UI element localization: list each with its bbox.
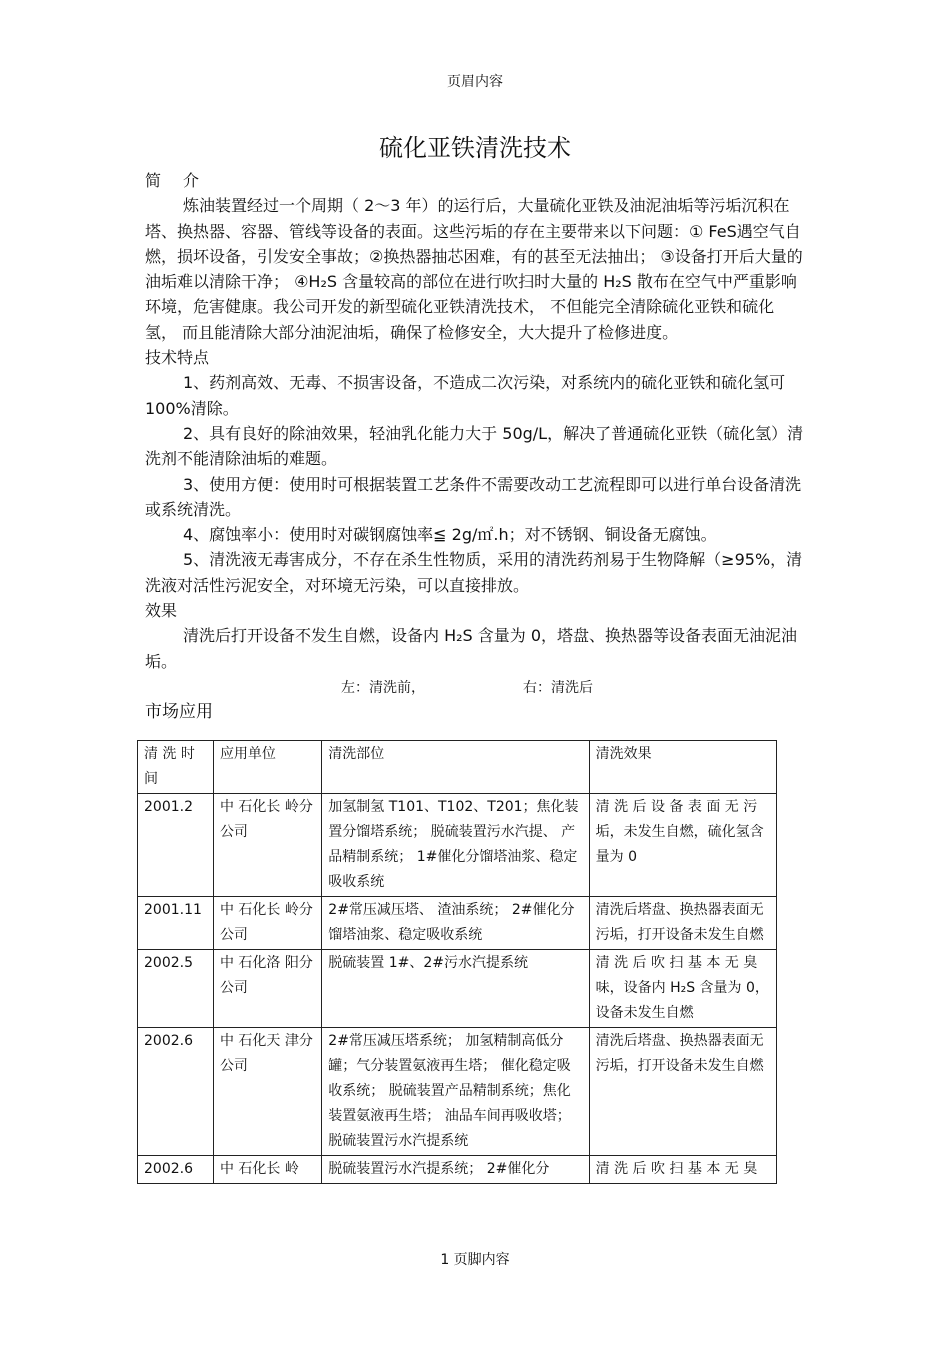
- table-cell: 加氢制氢 T101、T102、T201；焦化装置分馏塔系统； 脱硫装置污水汽提、 产品精制系统； 1#催化分馏塔油浆、稳定吸收系统: [322, 794, 589, 897]
- table-cell: 2002.6: [138, 1156, 214, 1184]
- effect-paragraph: 清洗后打开设备不发生自燃，设备内 H₂S 含量为 0，塔盘、换热器等设备表面无油泥油垢。: [145, 626, 798, 671]
- table-row: [138, 897, 777, 950]
- effect-heading: 效果: [145, 601, 178, 621]
- table-cell: 2002.5: [138, 950, 214, 1028]
- features-heading: 技术特点: [145, 348, 210, 368]
- image-captions: [145, 674, 805, 700]
- feature-item: 1、药剂高效、无毒、不损害设备，不造成二次污染，对系统内的硫化亚铁和硫化氢可 100%清除。: [145, 373, 786, 418]
- feature-item: 2、具有良好的除油效果，轻油乳化能力大于 50g/L，解决了普通硫化亚铁（硫化氢）清洗剂不能清除油垢的难题。: [145, 423, 804, 469]
- column-header: 清 洗 时间: [138, 741, 214, 794]
- market-heading: 市场应用: [145, 701, 213, 722]
- table-header-row: [138, 741, 777, 794]
- feature-item: 5、清洗液无毒害成分，不存在杀生性物质，采用的清洗药剂易于生物降解（≥95%，清洗液对活性污泥安全，对环境无污染，可以直接排放。: [145, 550, 803, 595]
- table-cell: 中 石化长 岭分公司: [213, 794, 321, 897]
- feature-item: 3、使用方便：使用时可根据装置工艺条件不需要改动工艺流程即可以进行单台设备清洗或系统清洗。: [145, 474, 802, 519]
- table-cell: 清 洗 后 设 备 表 面 无 污 垢，未发生自燃，硫化氢含量为 0: [589, 794, 776, 897]
- feature-item: 4、腐蚀率小：使用时对碳钢腐蚀率≦ 2g/㎡.h；对不锈钢、铜设备无腐蚀。: [183, 525, 717, 545]
- table-cell: 脱硫装置 1#、2#污水汽提系统: [322, 950, 589, 1028]
- table-row: [138, 950, 777, 1028]
- table-cell: 清 洗 后 吹 扫 基 本 无 臭: [589, 1156, 776, 1184]
- table-cell: 2#常压减压塔、 渣油系统； 2#催化分馏塔油浆、稳定吸收系统: [322, 897, 589, 950]
- table-row: [138, 794, 777, 897]
- column-header: 清洗部位: [322, 741, 589, 794]
- market-table: [137, 740, 777, 1184]
- table-cell: 中 石化洛 阳分公司: [213, 950, 321, 1028]
- page-footer: 1 页脚内容: [440, 1252, 510, 1268]
- table-cell: 2001.11: [138, 897, 214, 950]
- column-header: 清洗效果: [589, 741, 776, 794]
- document-title: 硫化亚铁清洗技术: [379, 134, 571, 162]
- table-cell: 2#常压减压塔系统； 加氢精制高低分罐；气分装置氨液再生塔； 催化稳定吸收系统； 脱硫装置产品精制系统；焦化装置氨液再生塔； 油品车间再吸收塔； 脱硫装置污水汽提系统: [322, 1028, 589, 1156]
- page-header: 页眉内容: [447, 74, 503, 90]
- table-cell: 清洗后塔盘、换热器表面无污垢，打开设备未发生自燃: [589, 897, 776, 950]
- caption-right: 右：清洗后: [523, 679, 593, 696]
- table-row: [138, 1028, 777, 1156]
- intro-heading: 简介: [145, 171, 222, 190]
- intro-paragraph: 炼油装置经过一个周期（ 2～3 年）的运行后，大量硫化亚铁及油泥油垢等污垢沉积在塔、换热器、容器、管线等设备的表面。这些污垢的存在主要带来以下问题：① FeS遇空气自燃，损坏设备，引发安全事故；②换热器抽芯困难，有的甚至无法抽出； ③设备打开后大量的油垢难以清除干净； ④H₂S 含量较高的部位在进行吹扫时大量的 H₂S 散布在空气中严重影响环境，危害健康。我公司开发的新型硫化亚铁清洗技术， 不但能完全清除硫化亚铁和硫化氢， 而且能清除大部分油泥油垢，确保了检修安全，大大提升了检修进度。: [145, 196, 803, 342]
- table-cell: 清洗后塔盘、换热器表面无污垢，打开设备未发生自燃: [589, 1028, 776, 1156]
- table-cell: 中 石化天 津分公司: [213, 1028, 321, 1156]
- table-cell: 2001.2: [138, 794, 214, 897]
- table-cell: 清 洗 后 吹 扫 基 本 无 臭 味，设备内 H₂S 含量为 0，设备未发生自燃: [589, 950, 776, 1028]
- table-cell: 2002.6: [138, 1028, 214, 1156]
- table-cell: 脱硫装置污水汽提系统； 2#催化分: [322, 1156, 589, 1184]
- document-body: [145, 168, 805, 725]
- table-cell: 中 石化长 岭: [213, 1156, 321, 1184]
- caption-left: 左：清洗前，: [341, 679, 425, 696]
- column-header: 应用单位: [213, 741, 321, 794]
- table-row: [138, 1156, 777, 1184]
- table-cell: 中 石化长 岭分公司: [213, 897, 321, 950]
